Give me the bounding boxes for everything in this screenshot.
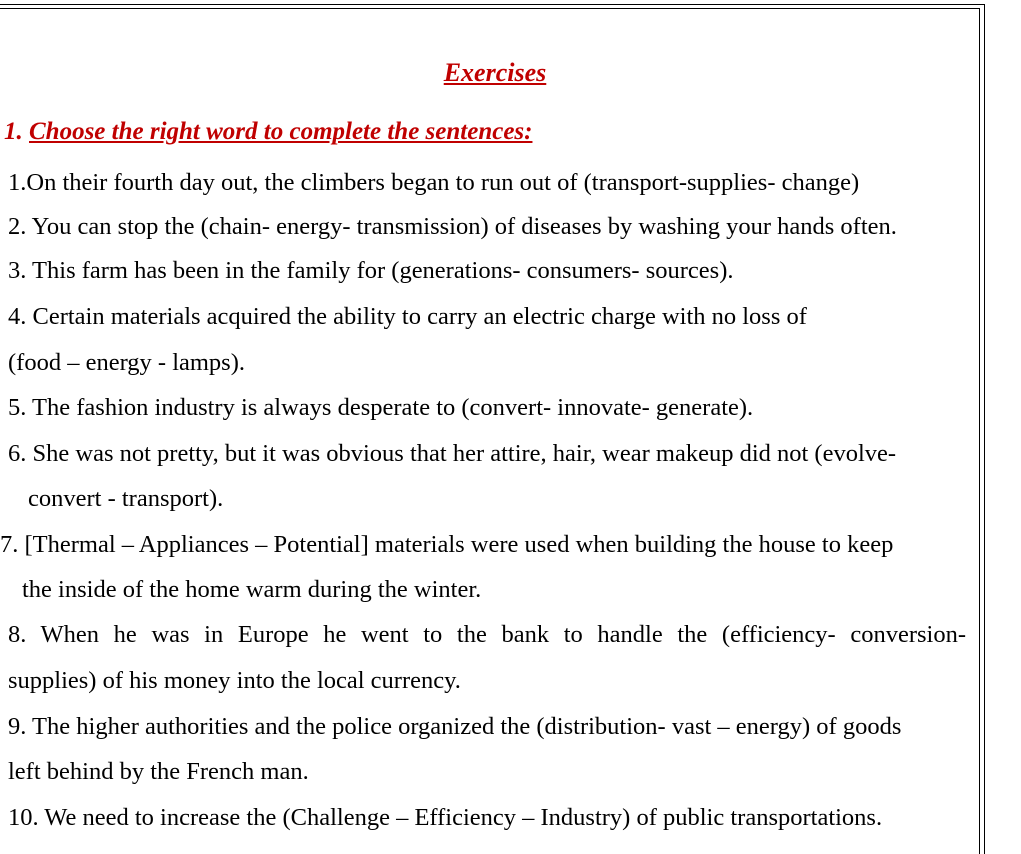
section-heading	[4, 118, 532, 146]
sentence-8-line-2: supplies) of his money into the local currency.	[8, 667, 461, 694]
sentence-1: 1.On their fourth day out, the climbers began to run out of (transport-supplies- change)	[8, 169, 860, 196]
page-border-top-outer	[0, 4, 984, 5]
sentence-9-line-2: left behind by the French man.	[8, 758, 309, 785]
sentence-6-line-1: 6. She was not pretty, but it was obvious that her attire, hair, wear makeup did not (evolve-	[8, 440, 897, 467]
sentence-6-line-2: convert - transport).	[28, 485, 224, 512]
sentence-4-line-1: 4. Certain materials acquired the ability to carry an electric charge with no loss of	[8, 303, 807, 330]
section-number: 1.	[4, 118, 23, 145]
sentence-7-line-2: the inside of the home warm during the winter.	[22, 576, 482, 603]
sentence-5: 5. The fashion industry is always desperate to (convert- innovate- generate).	[8, 394, 754, 421]
sentence-9-line-1: 9. The higher authorities and the police organized the (distribution- vast – energy) of goods	[8, 713, 902, 740]
sentence-7-line-1: 7. [Thermal – Appliances – Potential] materials were used when building the house to keep	[0, 531, 894, 558]
page-border-top-inner	[0, 8, 980, 9]
sentence-2: 2. You can stop the (chain- energy- transmission) of diseases by washing your hands often.	[8, 213, 897, 240]
sentence-8-line-1: 8. When he was in Europe he went to the bank to handle the (efficiency- conversion-	[8, 621, 966, 648]
section-heading-text: Choose the right word to complete the sentences:	[29, 118, 533, 145]
sentence-3: 3. This farm has been in the family for (generations- consumers- sources).	[8, 257, 734, 284]
page-border-right-outer	[984, 4, 985, 854]
sentence-4-line-2: (food – energy - lamps).	[8, 349, 245, 376]
page-title: Exercises	[443, 58, 547, 87]
page-border-right-inner	[979, 8, 980, 854]
sentence-10: 10. We need to increase the (Challenge – Efficiency – Industry) of public transportations.	[8, 804, 883, 831]
